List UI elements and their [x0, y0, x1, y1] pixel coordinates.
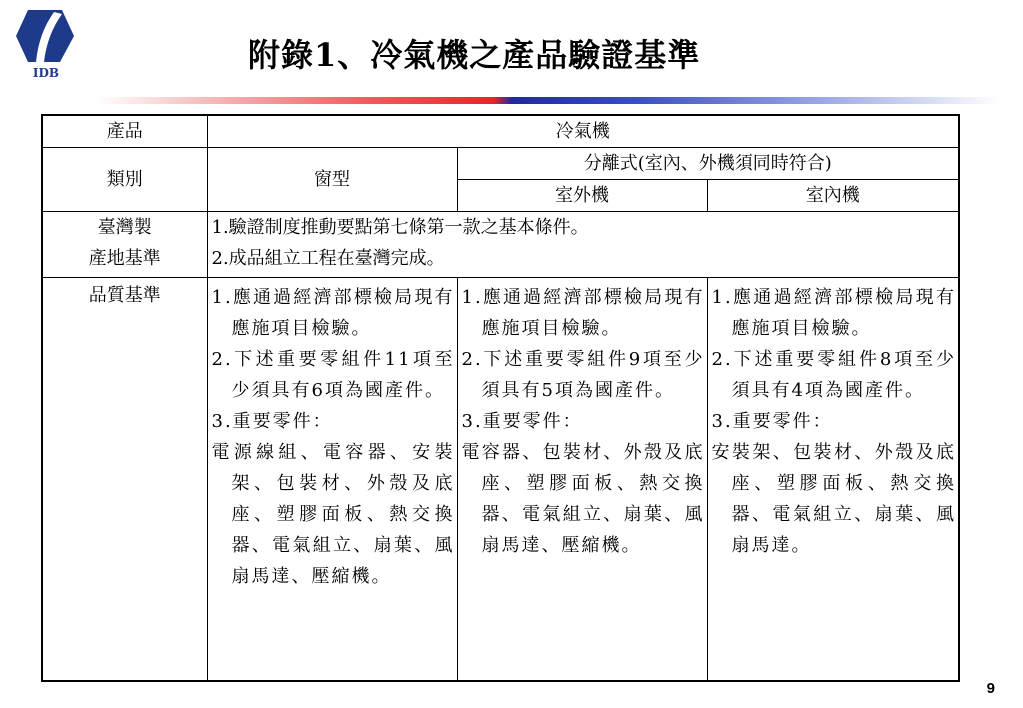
origin-label-line1: 臺灣製 [97, 217, 152, 238]
quality-label: 品質基準 [42, 278, 207, 682]
category-split-type: 分離式(室內、外機須同時符合) [457, 148, 959, 180]
indoor-parts-rest: 殼及底座、塑膠面板、熱交換器、電氣組立、扇葉、風扇馬達。 [731, 442, 957, 556]
origin-criteria [207, 212, 959, 278]
window-item-2: 2.下述重要零組件11項至少須具有6項為國產件。 [211, 349, 455, 401]
outdoor-item-3: 3.重要零件： [461, 411, 583, 432]
category-outdoor: 室外機 [457, 180, 707, 212]
row-category [42, 148, 959, 180]
indoor-item-3: 3.重要零件： [711, 411, 833, 432]
outdoor-parts-first: 電容器、包裝材、外 [461, 442, 644, 463]
window-item-1: 1.應通過經濟部標檢局現有應施項目檢驗。 [211, 287, 455, 339]
outdoor-parts-rest: 殼及底座、塑膠面板、熱交換器、電氣組立、扇葉、風扇馬達、壓縮機。 [481, 442, 705, 556]
window-item-3: 3.重要零件： [211, 411, 333, 432]
indoor-parts-first: 安裝架、包裝材、外 [711, 442, 896, 463]
page-title: 附錄1、冷氣機之產品驗證基準 [248, 36, 701, 74]
logo-text: IDB [32, 66, 60, 80]
indoor-item-2: 2.下述重要零組件8項至少須具有4項為國產件。 [711, 349, 956, 401]
origin-label [42, 212, 207, 278]
quality-indoor [707, 278, 959, 682]
row-product [42, 115, 959, 148]
quality-window [207, 278, 457, 682]
indoor-item-1: 1.應通過經濟部標檢局現有應施項目檢驗。 [711, 287, 956, 339]
row-quality [42, 278, 959, 682]
category-window-type: 窗型 [207, 148, 457, 212]
origin-label-line2: 產地基準 [88, 248, 161, 269]
product-value: 冷氣機 [207, 115, 959, 148]
window-parts [212, 437, 455, 592]
category-indoor: 室內機 [707, 180, 959, 212]
page-number: 9 [986, 680, 995, 697]
certification-criteria-table [41, 114, 960, 682]
window-parts-first: 電源線組、電容器、 [211, 442, 413, 463]
origin-item-2: 2.成品組立工程在臺灣完成。 [211, 248, 445, 269]
outdoor-parts [462, 437, 705, 561]
quality-outdoor [457, 278, 707, 682]
window-parts-rest: 安裝架、包裝材、外殼及底座、塑膠面板、熱交換器、電氣組立、扇葉、風扇馬達、壓縮機。 [231, 442, 455, 587]
product-label: 產品 [42, 115, 207, 148]
origin-item-1: 1.驗證制度推動要點第七條第一款之基本條件。 [211, 217, 589, 238]
row-origin [42, 212, 959, 278]
outdoor-item-1: 1.應通過經濟部標檢局現有應施項目檢驗。 [461, 287, 705, 339]
title-divider [96, 97, 1000, 104]
category-label: 類別 [42, 148, 207, 212]
indoor-parts [712, 437, 957, 561]
outdoor-item-2: 2.下述重要零組件9項至少須具有5項為國產件。 [461, 349, 705, 401]
